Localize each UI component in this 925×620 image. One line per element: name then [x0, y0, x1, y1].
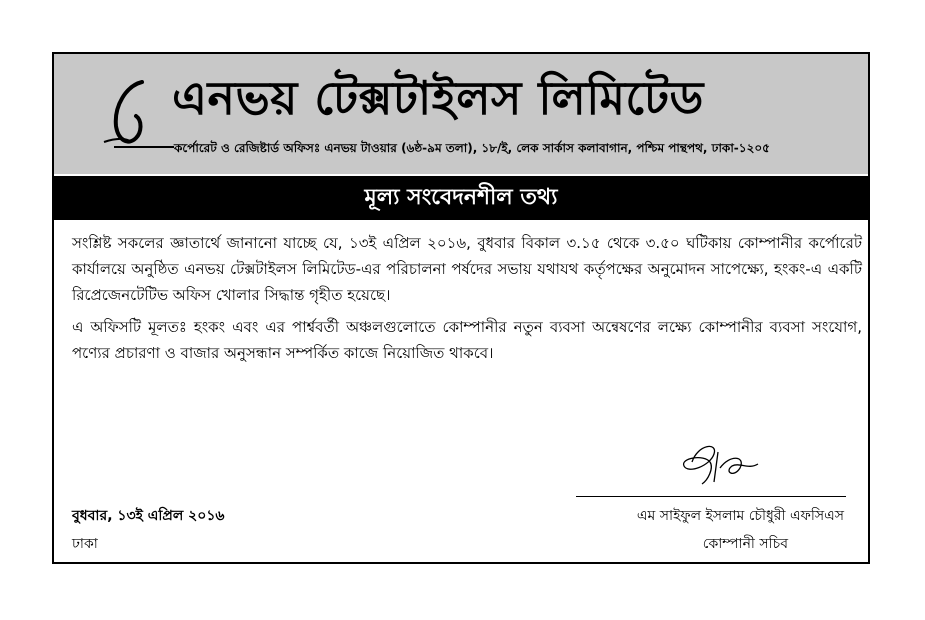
- paragraph: এ অফিসটি মূলতঃ হংকং এবং এর পার্শ্ববর্তী অঞ্চলগুলোতে কোম্পানীর নতুন ব্যবসা অন্বেষণের লক্ষ্যে কোম্পানীর ব্যবসা সংযোগ, পণ্যের প্রচারণা ও বাজার অনুসন্ধান সম্পর্কিত কাজে নিয়োজিত থাকবে।: [72, 318, 862, 362]
- signature-line: [576, 496, 846, 497]
- company-address: কর্পোরেট ও রেজিষ্টার্ড অফিসঃ এনভয় টাওয়ার (৬ষ্ঠ-৯ম তলা), ১৮/ই, লেক সার্কাস কলাবাগান, পশ্চিম পান্থপথ, ঢাকা-১২০৫: [174, 141, 770, 155]
- paragraph: সংশ্লিষ্ট সকলের জ্ঞাতার্থে জানানো যাচ্ছে যে, ১৩ই এপ্রিল ২০১৬, বুধবার বিকাল ৩.১৫ থেকে ৩.৫০ ঘটিকায় কোম্পানীর কর্পোরেট কার্যালয়ে অনুষ্ঠিত এনভয় টেক্সটাইলস লিমিটেড-এর পরিচালনা পর্ষদের সভায় যথাযথ কর্তৃপক্ষের অনুমোদন সাপেক্ষ্যে, হংকং-এ একটি রিপ্রেজেনটেটিভ অফিস খোলার সিদ্ধান্ত গৃহীত হয়েছে।: [72, 234, 862, 304]
- notice-place: ঢাকা: [72, 536, 98, 552]
- notice-body: [72, 230, 862, 372]
- signature-icon: [674, 440, 764, 490]
- notice-title: মূল্য সংবেদনশীল তথ্য: [54, 176, 868, 220]
- company-name: এনভয় টেক্সটাইলস লিমিটেড: [172, 71, 704, 125]
- envoy-logo-icon: [102, 76, 162, 156]
- signatory-title: কোম্পানী সচিব: [702, 536, 788, 552]
- letterhead: [54, 54, 868, 174]
- address-rule: [114, 146, 174, 148]
- notice-date: বুধবার, ১৩ই এপ্রিল ২০১৬: [72, 508, 225, 524]
- notice-frame: [52, 52, 870, 564]
- signatory-name: এম সাইফুল ইসলাম চৌধুরী এফসিএস: [636, 508, 844, 524]
